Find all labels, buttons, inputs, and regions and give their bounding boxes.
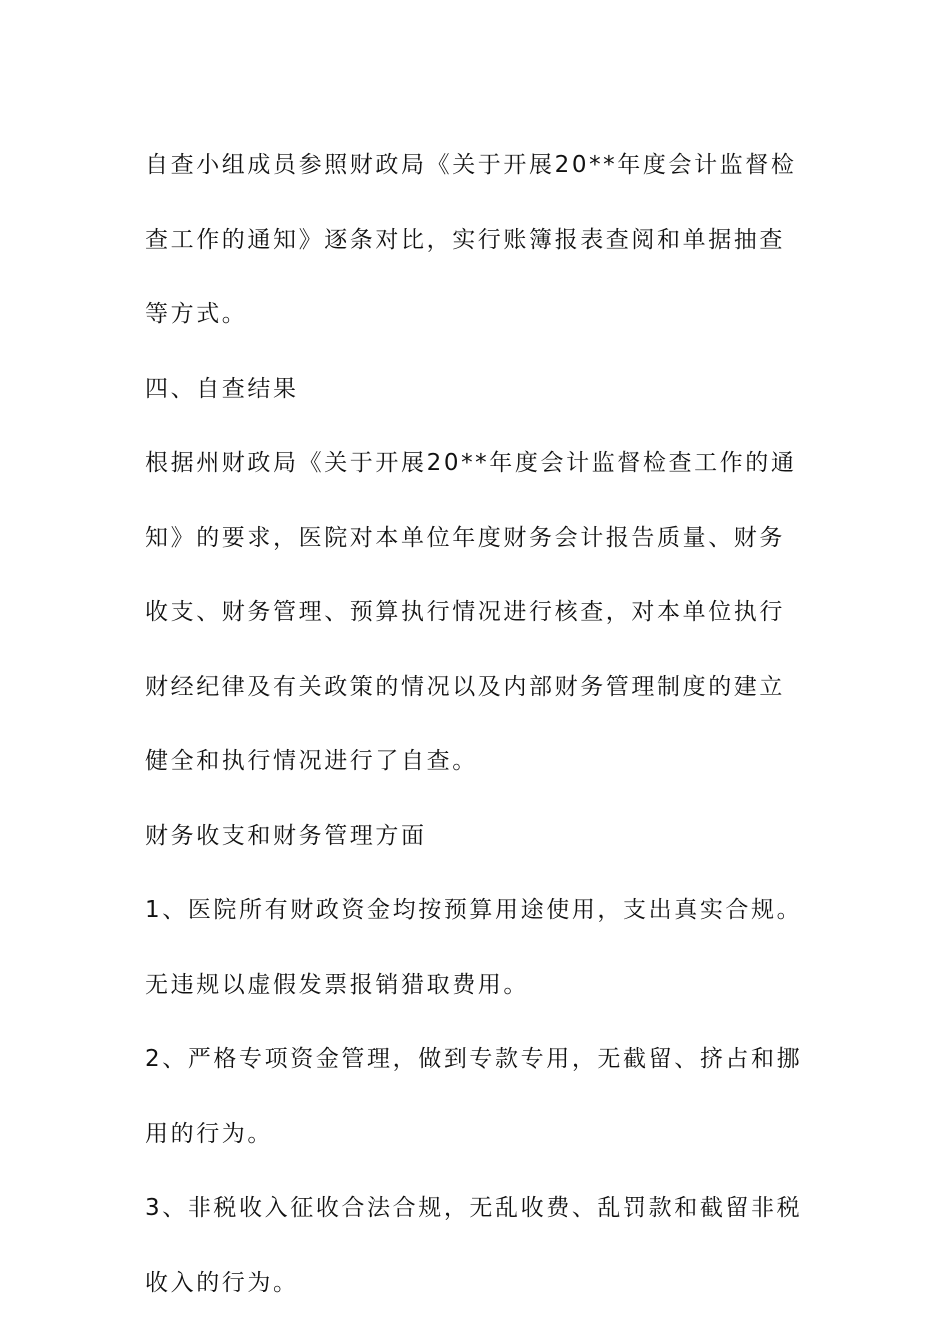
list-item-2: 2、严格专项资金管理，做到专款专用，无截留、挤占和挪用的行为。 — [145, 1046, 803, 1147]
list-item-3: 3、非税收入征收合法合规，无乱收费、乱罚款和截留非税收入的行为。 — [145, 1195, 803, 1296]
paragraph-self-check-scope: 根据州财政局《关于开展20**年度会计监督检查工作的通知》的要求，医院对本单位年度财务会计报告质量、财务收支、财务管理、预算执行情况进行核查，对本单位执行财经纪律及有关政策的情况以及内部财务管理制度的建立健全和执行情况进行了自查。 — [145, 450, 797, 774]
list-item-1: 1、医院所有财政资金均按预算用途使用，支出真实合规。无违规以虚假发票报销猎取费用。 — [145, 897, 803, 998]
document-body — [145, 128, 810, 1320]
paragraph-self-check-method: 自查小组成员参照财政局《关于开展20**年度会计监督检查工作的通知》逐条对比，实行账簿报表查阅和单据抽查等方式。 — [145, 152, 797, 327]
subheading-finance-management: 财务收支和财务管理方面 — [145, 822, 427, 849]
section-heading-self-check-results: 四、自查结果 — [145, 375, 299, 402]
